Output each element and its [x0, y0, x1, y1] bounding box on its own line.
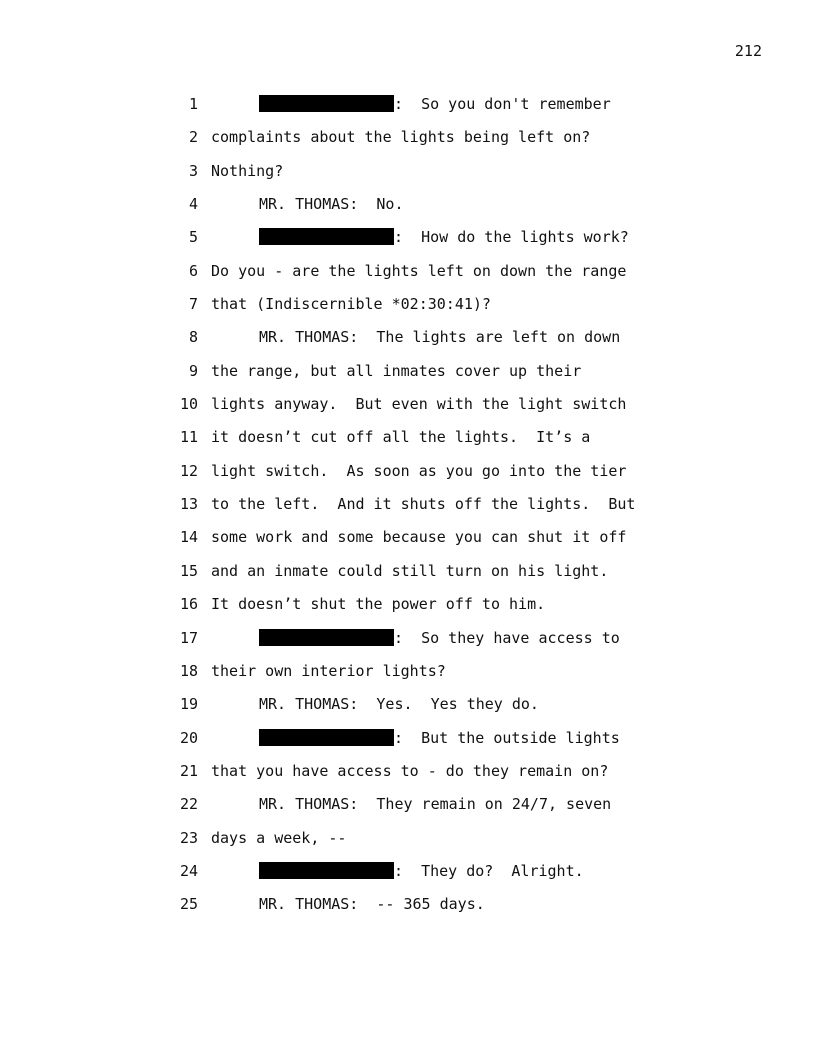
line-number: 11	[179, 428, 198, 447]
line-text: it doesn’t cut off all the lights. It’s a	[211, 428, 591, 447]
line-number: 15	[179, 561, 198, 580]
transcript-line	[0, 687, 816, 720]
transcript-line	[0, 354, 816, 387]
line-text: MR. THOMAS: -- 365 days.	[259, 895, 485, 914]
line-number: 19	[179, 695, 198, 714]
transcript-line	[0, 621, 816, 654]
line-text: Do you - are the lights left on down the range	[211, 261, 627, 280]
transcript-line	[0, 220, 816, 253]
line-number: 2	[188, 128, 198, 147]
line-number: 20	[179, 728, 198, 747]
line-number: 9	[188, 361, 198, 380]
speaker-text: : So you don't remember	[394, 95, 611, 113]
line-number: 22	[179, 795, 198, 814]
line-number: 13	[179, 495, 198, 514]
line-number: 8	[188, 328, 198, 347]
line-number: 23	[179, 828, 198, 847]
line-text	[259, 628, 620, 648]
line-text: It doesn’t shut the power off to him.	[211, 595, 546, 614]
transcript-line	[0, 287, 816, 320]
transcript-line	[0, 520, 816, 553]
transcript-line	[0, 587, 816, 620]
redaction-bar	[259, 629, 394, 646]
line-text	[259, 861, 584, 881]
line-text: that (Indiscernible *02:30:41)?	[211, 295, 491, 314]
line-number: 5	[188, 228, 198, 247]
line-text: and an inmate could still turn on his light.	[211, 561, 609, 580]
line-text	[259, 227, 629, 247]
transcript-line	[0, 87, 816, 120]
line-text: Nothing?	[211, 161, 284, 180]
transcript-line	[0, 120, 816, 153]
line-number: 10	[179, 395, 198, 414]
line-number: 1	[188, 95, 198, 113]
line-number: 7	[188, 295, 198, 314]
transcript-line	[0, 387, 816, 420]
line-text: to the left. And it shuts off the lights. But	[211, 495, 636, 514]
line-text: light switch. As soon as you go into the tier	[211, 461, 627, 480]
speaker-text: : How do the lights work?	[394, 228, 629, 247]
line-text: MR. THOMAS: No.	[259, 195, 404, 214]
transcript-line	[0, 320, 816, 353]
line-text	[259, 728, 620, 748]
page-number: 212	[734, 42, 762, 60]
line-number: 24	[179, 861, 198, 880]
transcript-line	[0, 821, 816, 854]
transcript-line	[0, 754, 816, 787]
speaker-text: : So they have access to	[394, 628, 620, 647]
line-number: 4	[188, 195, 198, 214]
redaction-bar	[259, 228, 394, 245]
transcript-line	[0, 654, 816, 687]
line-number: 18	[179, 661, 198, 680]
transcript-line	[0, 554, 816, 587]
transcript-line	[0, 254, 816, 287]
transcript-line	[0, 154, 816, 187]
redaction-bar	[259, 95, 394, 112]
line-number: 3	[188, 161, 198, 180]
line-text: days a week, --	[211, 828, 347, 847]
line-number: 21	[179, 761, 198, 780]
line-text: MR. THOMAS: Yes. Yes they do.	[259, 695, 539, 714]
line-number: 25	[179, 895, 198, 914]
line-text: some work and some because you can shut it off	[211, 528, 627, 547]
transcript-line	[0, 787, 816, 820]
redaction-bar	[259, 862, 394, 879]
line-number: 6	[188, 261, 198, 280]
line-number: 16	[179, 595, 198, 614]
transcript-line	[0, 721, 816, 754]
line-text: MR. THOMAS: They remain on 24/7, seven	[259, 795, 612, 814]
line-text: that you have access to - do they remain on?	[211, 761, 609, 780]
line-text: MR. THOMAS: The lights are left on down	[259, 328, 621, 347]
line-text: their own interior lights?	[211, 661, 446, 680]
line-text: lights anyway. But even with the light switch	[211, 395, 627, 414]
transcript-line	[0, 187, 816, 220]
line-number: 12	[179, 461, 198, 480]
transcript-line	[0, 420, 816, 453]
redaction-bar	[259, 729, 394, 746]
speaker-text: : They do? Alright.	[394, 861, 584, 880]
transcript-body	[0, 87, 816, 921]
line-text: complaints about the lights being left on?	[211, 128, 591, 147]
speaker-text: : But the outside lights	[394, 728, 620, 747]
line-text	[259, 94, 611, 114]
transcript-line	[0, 887, 816, 920]
transcript-line	[0, 487, 816, 520]
transcript-line	[0, 854, 816, 887]
line-number: 14	[179, 528, 198, 547]
line-number: 17	[179, 628, 198, 647]
transcript-line	[0, 454, 816, 487]
line-text: the range, but all inmates cover up their	[211, 361, 582, 380]
